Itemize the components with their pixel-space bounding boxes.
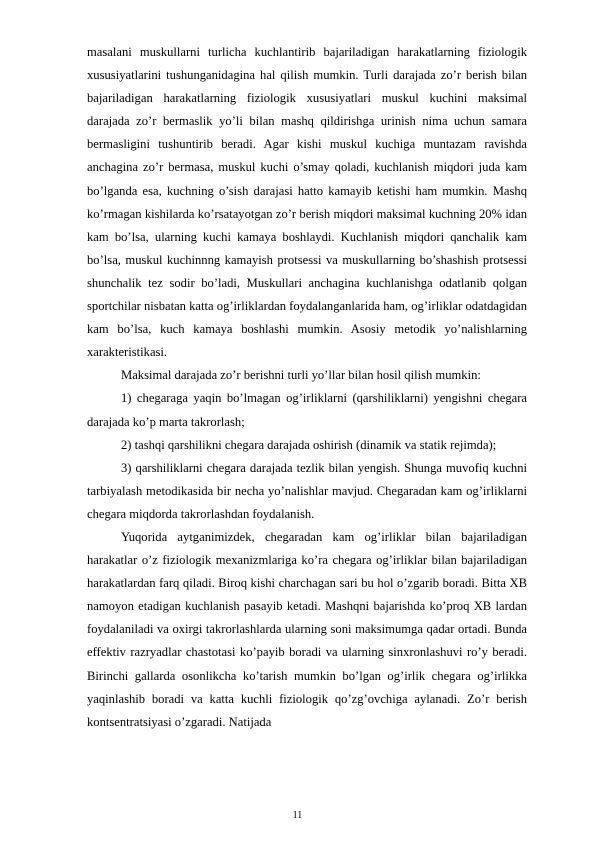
paragraph-3: Yuqorida aytganimizdek, chegaradan kam og’irliklar bilan bajariladigan harakatlar o’z fiziologik mexanizmlariga ko’ra chegara og’irliklar bilan bajariladigan harakatlardan farq qiladi. Biroq kishi charchagan sari bu hol o’zgarib boradi. Bitta XB namoyon etadigan kuchlanish pasayib ketadi. Mashqni bajarishda ko’proq XB lardan foydalaniladi va oxirgi takrorlashlarda ularning soni maksimumga qadar ortadi. Bunda effektiv razryadlar chastotasi ko’payib boradi va ularning sinxronlashuvi ro’y beradi. Birinchi gallarda osonlikcha ko’tarish mumkin bo’lgan og’irlik chegara og’irlikka yaqinlashib boradi va katta kuchli fiziologik qo’zg’ovchiga aylanadi. Zo’r berish kontsentratsiyasi o’zgaradi. Natijada	[87, 529, 527, 729]
list-item-3: 3) qarshiliklarni chegara darajada tezlik bilan yengish. Shunga muvofiq kuchni tarbiyalash metodikasida bir necha yo’nalishlar mavjud. Chegaradan kam og’irliklarni chegara miqdorda takrorlashdan foydalanish.	[87, 460, 527, 521]
page-number: 11	[292, 810, 303, 821]
document-body	[87, 41, 527, 734]
paragraph-2: Maksimal darajada zo’r berishni turli yo’llar bilan hosil qilish mumkin:	[121, 368, 481, 383]
list-item-2: 2) tashqi qarshilikni chegara darajada oshirish (dinamik va statik rejimda);	[121, 437, 497, 452]
list-item-1: 1) chegaraga yaqin bo’lmagan og’irliklarni (qarshiliklarni) yengishni chegara darajada ko’p marta takrorlash;	[87, 391, 527, 429]
paragraph-1: masalani muskullarni turlicha kuchlantirib bajariladigan harakatlarning fiziologik xususiyatlarini tushunganidagina hal qilish mumkin. Turli darajada zo’r berish bilan bajariladigan harakatlarning fiziologik xususiyatlari muskul kuchini maksimal darajada zo’r bermaslik yo’li bilan mashq qildirishga urinish nima uchun samara bermasligini tushuntirib beradi. Agar kishi muskul kuchiga muntazam ravishda anchagina zo’r bermasa, muskul kuchi o’smay qoladi, kuchlanish miqdori juda kam bo’lganda esa, kuchning o’sish darajasi hatto kamayib ketishi ham mumkin. Mashq ko’rmagan kishilarda ko’rsatayotgan zo’r berish miqdori maksimal kuchning 20% idan kam bo’lsa, ularning kuchi kamaya boshlaydi. Kuchlanish miqdori qanchalik kam bo’lsa, muskul kuchinnng kamayish protsessi va muskullarning bo’shashish protsessi shunchalik tez sodir bo’ladi, Muskullari anchagina kuchlanishga odatlanib qolgan sportchilar nisbatan katta og’irliklardan foydalanganlarida ham, og’irliklar odatdagidan kam bo’lsa, kuch kamaya boshlashi mumkin. Asosiy metodik yo’nalishlarning xarakteristikasi.	[87, 45, 527, 360]
